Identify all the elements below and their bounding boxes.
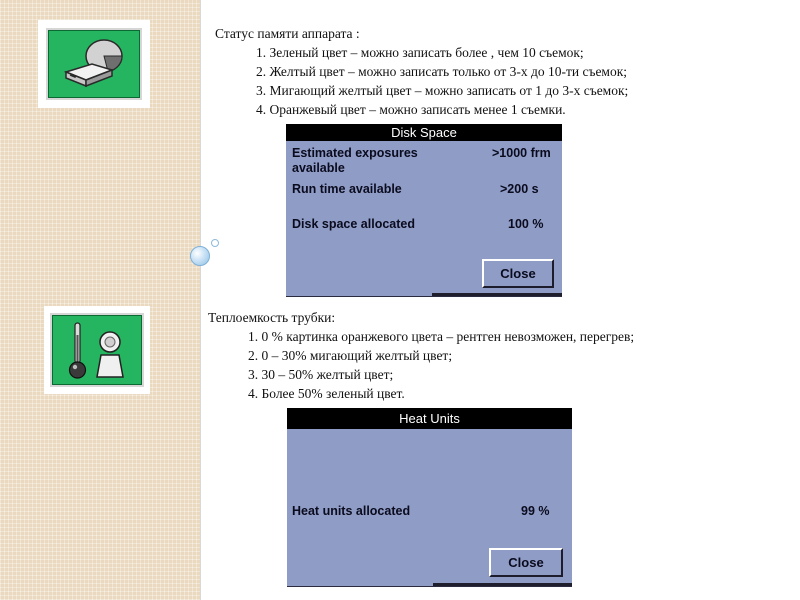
tube-heat-item: 1. 0 % картинка оранжевого цвета – рентген невозможен, перегрев; (248, 329, 635, 344)
tube-heat-item: 3. 30 – 50% желтый цвет; (248, 367, 394, 382)
run-time-row (292, 182, 556, 198)
run-time-value: >200 s (500, 182, 539, 196)
disk-space-allocated-row (292, 217, 556, 233)
disk-status-icon-background (46, 28, 142, 100)
disk-space-dialog-title: Disk Space (286, 124, 562, 141)
memory-status-item: 4. Оранжевый цвет – можно записать менее 1 съемки. (256, 102, 566, 117)
memory-status-item: 3. Мигающий желтый цвет – можно записать от 1 до 3-х съемок; (256, 83, 629, 98)
heat-units-dialog-title: Heat Units (287, 408, 572, 429)
disk-space-allocated-label: Disk space allocated (292, 217, 415, 231)
estimated-exposures-row (292, 146, 556, 178)
heat-status-icon-card (44, 306, 150, 394)
memory-status-item: 1. Зеленый цвет – можно записать более , чем 10 съемок; (256, 45, 584, 60)
memory-status-text (215, 24, 628, 119)
estimated-exposures-label-line2: available (292, 161, 345, 175)
dialog-bottom-edge (433, 583, 572, 586)
disk-space-dialog (286, 124, 562, 297)
estimated-exposures-value: >1000 frm (492, 146, 551, 160)
heat-units-close-button[interactable]: Close (489, 548, 563, 577)
disk-status-icon-card (38, 20, 150, 108)
heat-units-dialog (287, 408, 572, 587)
tube-heat-heading: Теплоемкость трубки: (208, 310, 336, 325)
disk-drive-icon (48, 30, 140, 98)
estimated-exposures-label-line1: Estimated exposures (292, 146, 418, 160)
heat-units-allocated-row (293, 504, 566, 520)
divider-line (200, 0, 201, 600)
heat-status-icon-background (50, 313, 144, 387)
heat-units-allocated-label: Heat units allocated (292, 504, 411, 518)
thermometer-tube-icon (52, 315, 142, 385)
decorative-bubble-small (211, 239, 219, 247)
run-time-label: Run time available (292, 182, 402, 196)
dialog-bottom-edge (432, 293, 562, 296)
estimated-exposures-label (292, 146, 418, 176)
tube-heat-item: 2. 0 – 30% мигающий желтый цвет; (248, 348, 453, 363)
disk-space-allocated-value: 100 % (508, 217, 544, 231)
tube-heat-text (208, 308, 634, 403)
memory-status-heading: Статус памяти аппарата : (215, 26, 360, 41)
disk-space-close-button[interactable]: Close (482, 259, 554, 288)
tube-heat-item: 4. Более 50% зеленый цвет. (248, 386, 405, 401)
memory-status-item: 2. Желтый цвет – можно записать только от 3-х до 10-ти съемок; (256, 64, 628, 79)
heat-units-allocated-value: 99 % (521, 504, 550, 518)
decorative-bubble (190, 246, 210, 266)
